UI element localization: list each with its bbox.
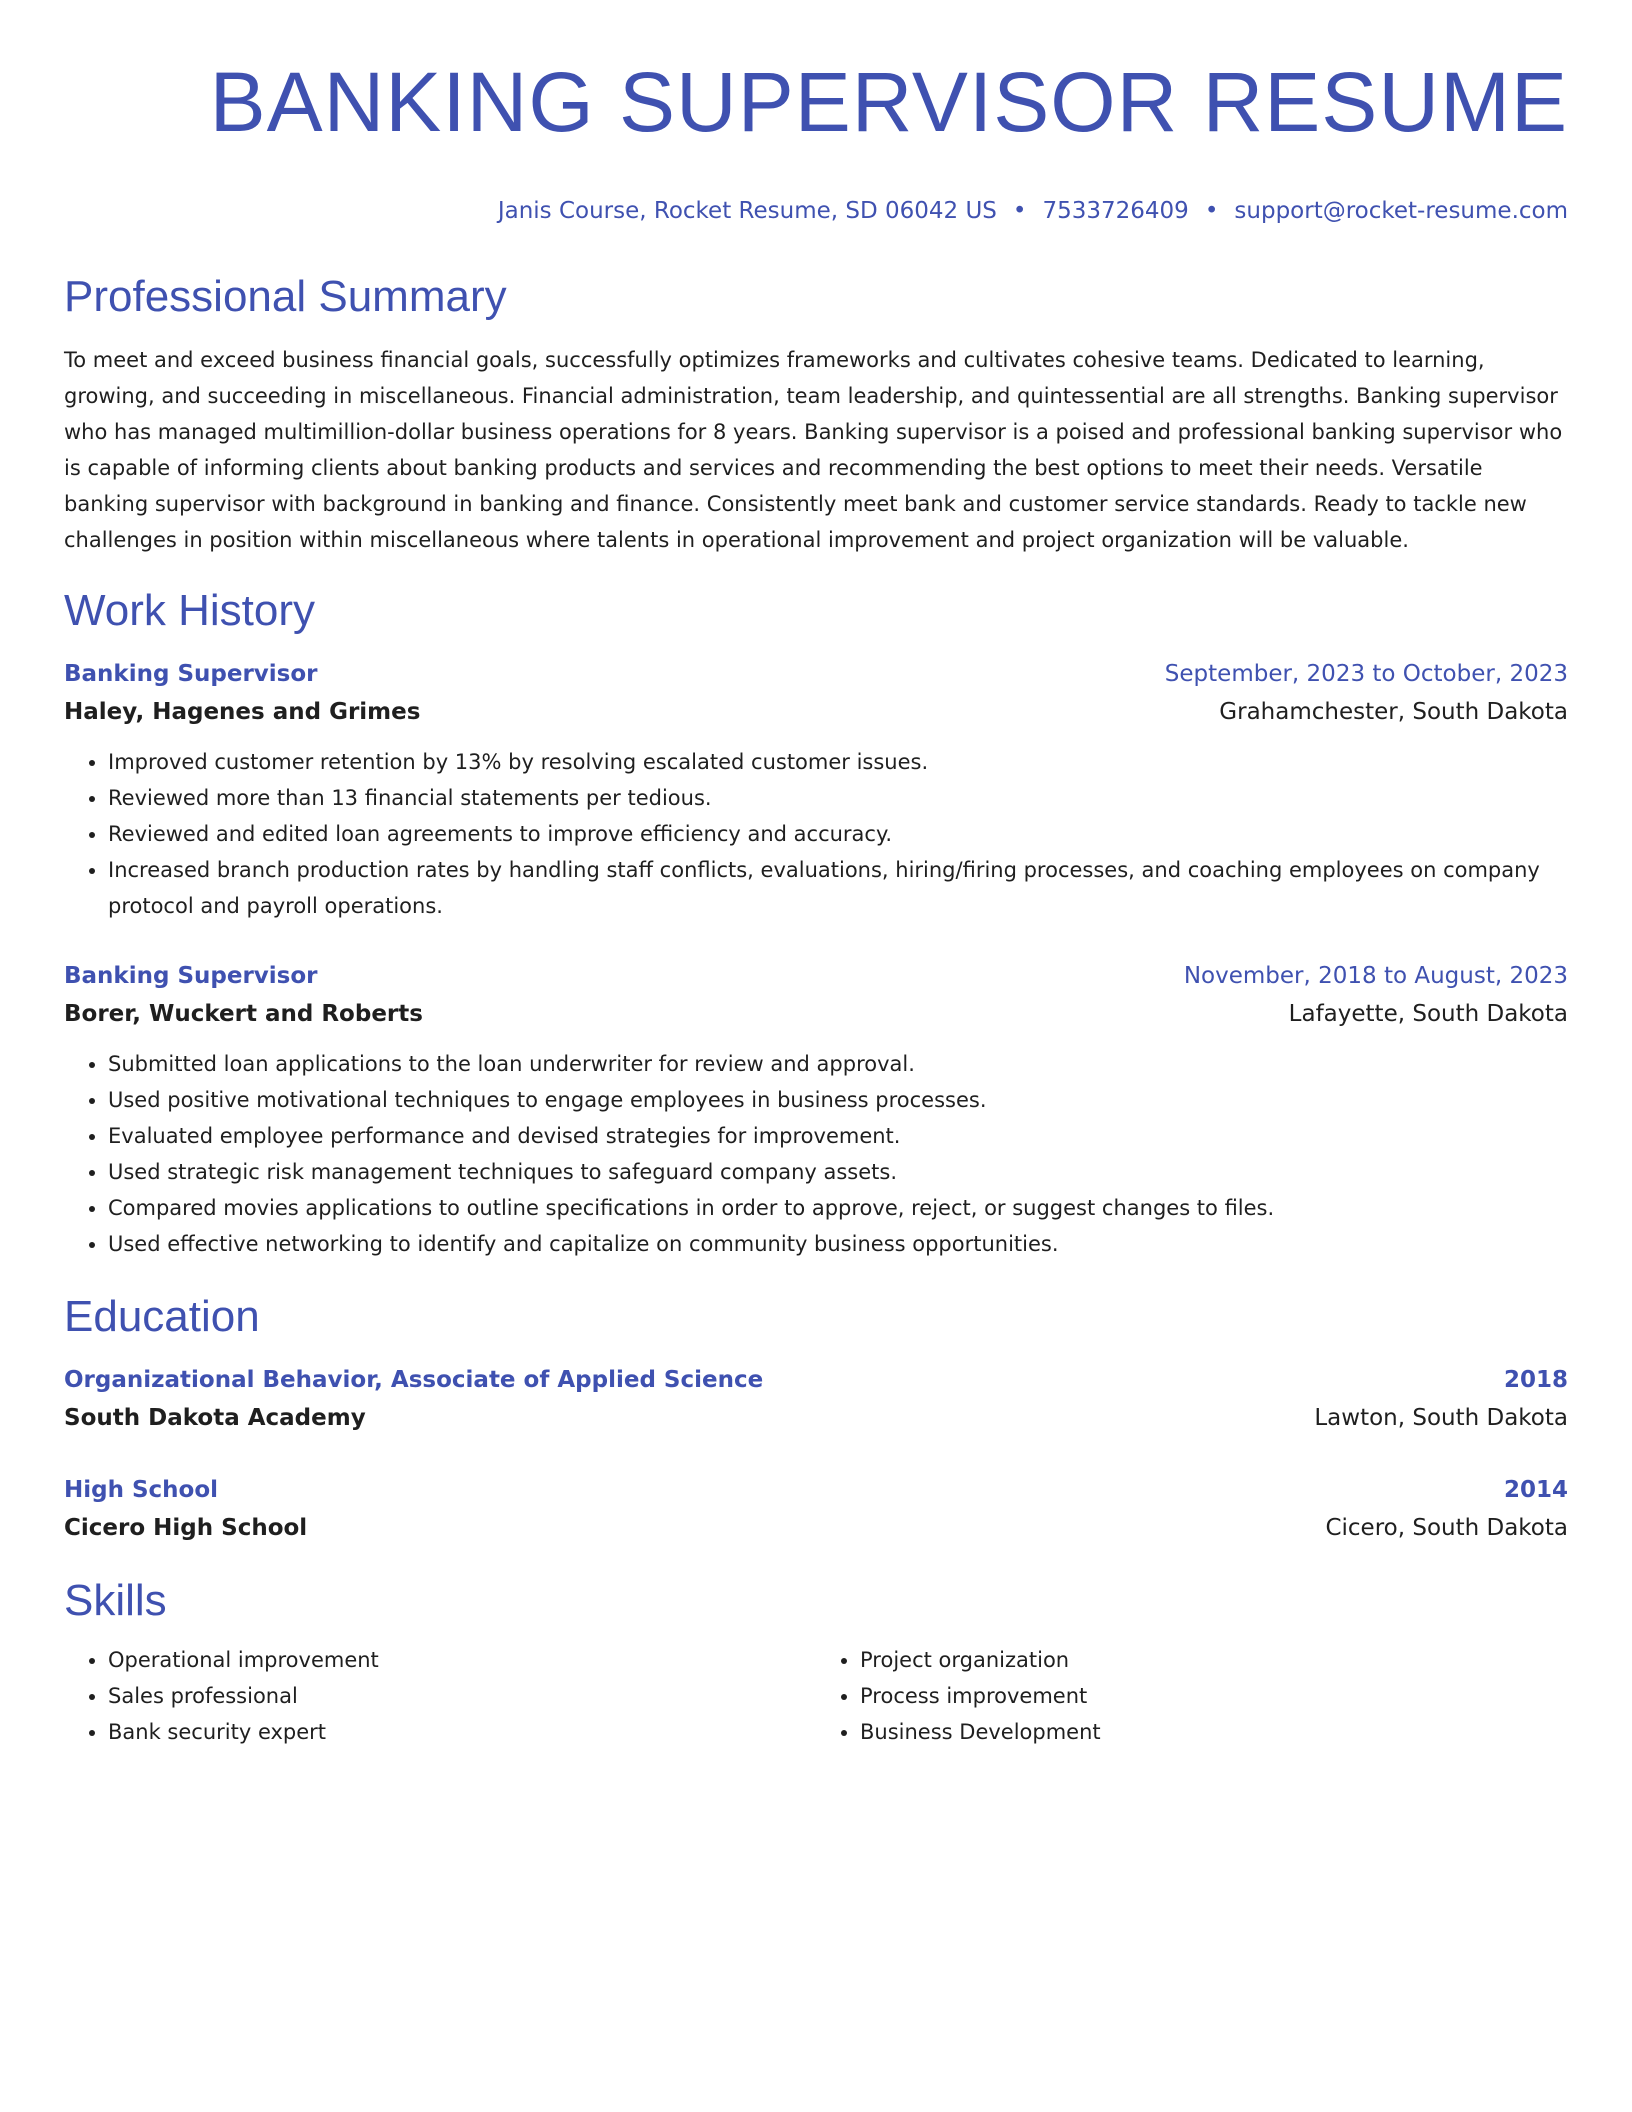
job-bullets	[64, 744, 1568, 924]
contact-separator: •	[1012, 198, 1027, 224]
contact-phone: 7533726409	[1042, 198, 1189, 224]
summary-text: To meet and exceed business financial goals, successfully optimizes frameworks and cultivates cohesive teams. Dedicated to learning, growing, and succeeding in miscellaneous. Financial administration, team leadership, and quintessential are all strengths. Banking supervisor who has managed multimillion-dollar business operations for 8 years. Banking supervisor is a poised and professional banking supervisor who is capable of informing clients about banking products and services and recommending the best options to meet their needs. Versatile banking supervisor with background in banking and finance. Consistently meet bank and customer service standards. Ready to tackle new challenges in position within miscellaneous where talents in operational improvement and project organization will be valuable.	[64, 348, 1563, 552]
education-section	[64, 1290, 1568, 1544]
contact-address: Janis Course, Rocket Resume, SD 06042 US	[497, 198, 997, 224]
education-year: 2018	[1503, 1367, 1568, 1393]
skill-item: • Project organization	[860, 1642, 1568, 1678]
job-location: Grahamchester, South Dakota	[1219, 699, 1568, 725]
section-heading-work: Work History	[64, 586, 315, 635]
education-school: Cicero High School	[64, 1515, 308, 1541]
section-heading-education: Education	[64, 1292, 260, 1341]
education-entry	[64, 1364, 1568, 1434]
skill-item: • Operational improvement	[108, 1642, 816, 1678]
job-bullet: • Improved customer retention by 13% by resolving escalated customer issues.	[108, 744, 1568, 780]
job-bullet: • Used effective networking to identify and capitalize on community business opportunities.	[108, 1226, 1568, 1262]
skills-column-right	[816, 1642, 1568, 1750]
job-dates: November, 2018 to August, 2023	[1183, 963, 1568, 989]
job-bullets	[64, 1046, 1568, 1262]
job-bullet: • Used positive motivational techniques to engage employees in business processes.	[108, 1082, 1568, 1118]
job-title: Banking Supervisor	[64, 963, 318, 989]
resume-title: BANKING SUPERVISOR RESUME	[209, 55, 1568, 149]
section-heading-skills: Skills	[64, 1576, 167, 1625]
skill-item: • Bank security expert	[108, 1714, 816, 1750]
skills-section	[64, 1574, 1568, 1750]
job-bullet: • Used strategic risk management techniques to safeguard company assets.	[108, 1154, 1568, 1190]
skills-list	[64, 1642, 816, 1750]
job-dates: September, 2023 to October, 2023	[1164, 661, 1568, 687]
job-bullet: • Evaluated employee performance and devised strategies for improvement.	[108, 1118, 1568, 1154]
job-company: Borer, Wuckert and Roberts	[64, 1001, 423, 1027]
job-entry	[64, 658, 1568, 924]
education-degree: High School	[64, 1477, 219, 1503]
section-heading-summary: Professional Summary	[64, 272, 507, 321]
education-location: Lawton, South Dakota	[1314, 1405, 1568, 1431]
job-bullet: • Increased branch production rates by handling staff conflicts, evaluations, hiring/firing processes, and coaching employees on company protocol and payroll operations.	[108, 852, 1568, 924]
job-bullet: • Reviewed and edited loan agreements to improve efficiency and accuracy.	[108, 816, 1568, 852]
job-title: Banking Supervisor	[64, 661, 318, 687]
skill-item: • Business Development	[860, 1714, 1568, 1750]
education-degree: Organizational Behavior, Associate of Applied Science	[64, 1367, 764, 1393]
job-bullet: • Submitted loan applications to the loan underwriter for review and approval.	[108, 1046, 1568, 1082]
job-bullet: • Compared movies applications to outline specifications in order to approve, reject, or suggest changes to files.	[108, 1190, 1568, 1226]
job-location: Lafayette, South Dakota	[1288, 1001, 1568, 1027]
job-bullet: • Reviewed more than 13 financial statements per tedious.	[108, 780, 1568, 816]
education-location: Cicero, South Dakota	[1325, 1515, 1568, 1541]
education-year: 2014	[1503, 1477, 1568, 1503]
education-school: South Dakota Academy	[64, 1405, 366, 1431]
contact-email[interactable]: support@rocket-resume.com	[1234, 198, 1568, 224]
contact-line	[64, 196, 1568, 226]
skills-grid	[64, 1642, 1568, 1750]
skill-item: • Sales professional	[108, 1678, 816, 1714]
work-history-section	[64, 584, 1568, 1262]
education-entry	[64, 1474, 1568, 1544]
skills-list	[816, 1642, 1568, 1750]
professional-summary-section	[64, 270, 1568, 558]
skills-column-left	[64, 1642, 816, 1750]
skill-item: • Process improvement	[860, 1678, 1568, 1714]
contact-separator: •	[1204, 198, 1219, 224]
job-entry	[64, 960, 1568, 1262]
job-company: Haley, Hagenes and Grimes	[64, 699, 421, 725]
